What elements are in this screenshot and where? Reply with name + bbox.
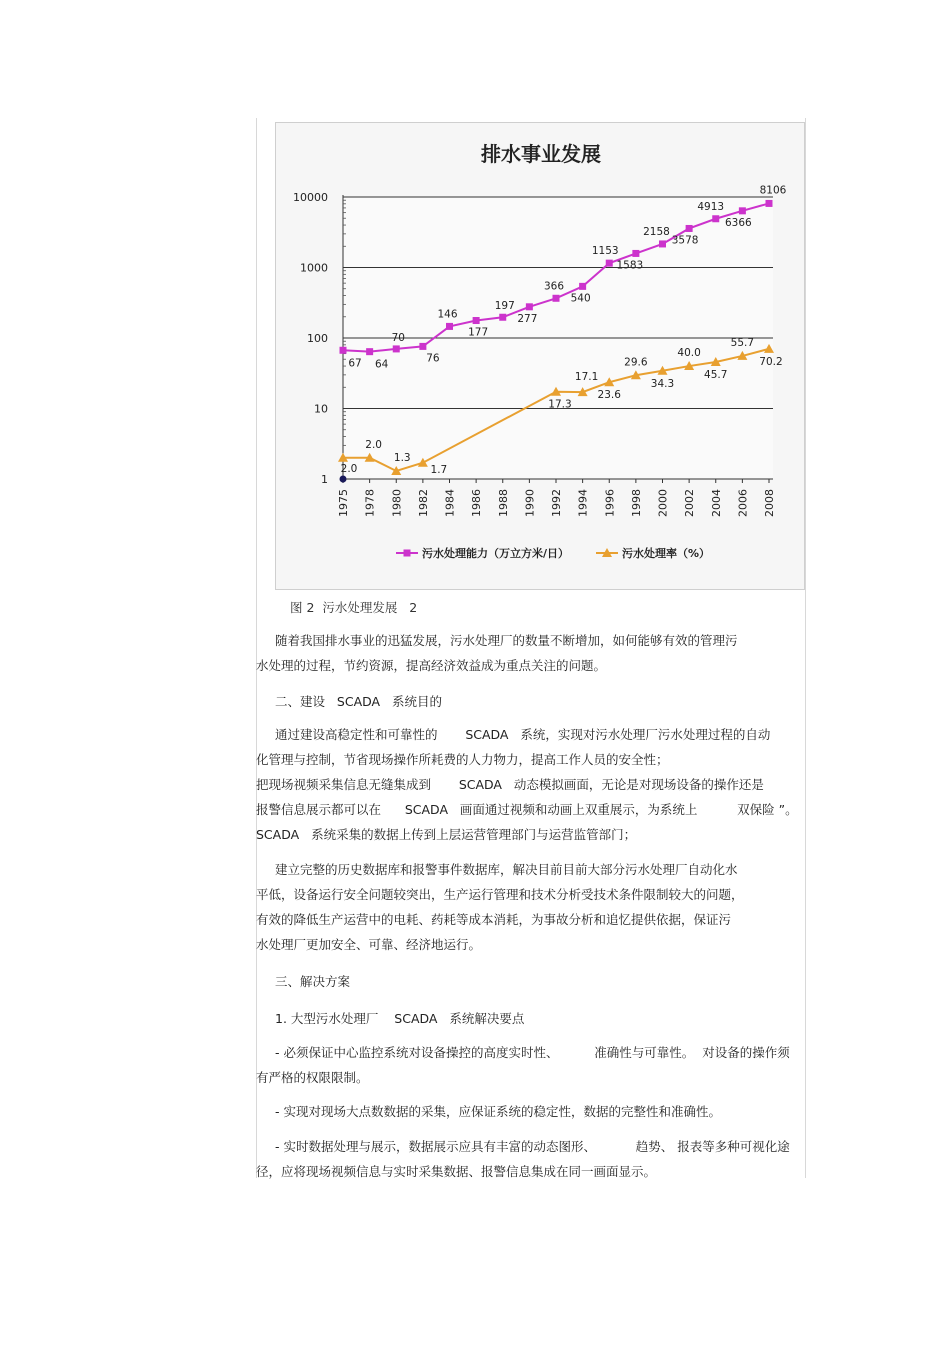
data-label: 366: [543, 280, 565, 293]
legend-marker: [404, 550, 411, 557]
data-label: 76: [426, 352, 440, 365]
data-label: 29.6: [624, 356, 648, 369]
data-label: 1.3: [393, 451, 411, 464]
y-tick-label: 1000: [300, 261, 328, 275]
text-line: 随着我国排水事业的迅猛发展，污水处理厂的数量不断增加，如何能够有效的管理污: [275, 633, 738, 648]
x-tick-label: 1994: [576, 489, 590, 517]
x-tick-label: 1996: [603, 489, 617, 517]
y-tick-label: 100: [307, 332, 328, 345]
text-line: 径，应将现场视频信息与实时采集数据、报警信息集成在同一画面显示。: [256, 1164, 657, 1179]
data-label: 2158: [643, 225, 670, 238]
data-label: 146: [437, 308, 458, 321]
paragraph-purpose: [256, 722, 804, 847]
x-tick-label: 1980: [390, 489, 404, 517]
bullet-data-collection: [256, 1099, 804, 1124]
text-line: 通过建设高稳定性和可靠性的 SCADA 系统，实现对污水处理厂污水处理过程的自动: [275, 727, 771, 742]
x-tick-label: 1990: [523, 489, 537, 517]
drainage-development-chart: [276, 123, 804, 589]
data-point-marker: [579, 283, 586, 290]
x-tick-label: 1986: [470, 489, 484, 517]
x-tick-label: 2008: [763, 489, 776, 517]
x-tick-label: 1982: [416, 489, 430, 517]
data-point-marker: [712, 215, 719, 222]
data-label: 70: [391, 331, 405, 344]
y-tick-label: 10: [314, 402, 328, 416]
data-label: 2.0: [340, 462, 358, 475]
data-label: 4913: [697, 200, 725, 213]
text-line: 有效的降低生产运营中的电耗、药耗等成本消耗，为事故分析和追忆提供依据，保证污: [256, 912, 732, 927]
data-label: 177: [468, 326, 489, 339]
text-line: 水处理的过程，节约资源，提高经济效益成为重点关注的问题。: [256, 658, 607, 673]
data-label: 1583: [616, 259, 644, 272]
origin-dot: [340, 476, 347, 483]
data-label: 277: [517, 312, 538, 325]
bullet-realtime-control: [256, 1040, 804, 1090]
x-tick-label: 1975: [337, 489, 350, 517]
x-tick-label: 1998: [629, 489, 643, 517]
data-point-marker: [340, 347, 347, 354]
data-point-marker: [419, 343, 426, 350]
data-point-marker: [632, 250, 639, 257]
data-point-marker: [606, 260, 613, 267]
section-heading-solution: 三、解决方案: [275, 974, 351, 989]
data-label: 540: [570, 292, 591, 305]
paragraph-database: [256, 857, 804, 957]
bullet-data-display: [256, 1134, 804, 1184]
data-point-marker: [473, 317, 480, 324]
data-point-marker: [739, 207, 746, 214]
text-line: - 实现对现场大点数数据的采集，应保证系统的稳定性，数据的完整性和准确性。: [275, 1104, 721, 1119]
data-label: 197: [494, 300, 515, 313]
data-point-marker: [553, 295, 560, 302]
figure-caption: 图 2 污水处理发展 2: [290, 600, 418, 615]
y-tick-label: 10000: [293, 191, 328, 204]
data-point-marker: [766, 200, 773, 207]
data-label: 55.7: [730, 336, 755, 349]
text-line: 水处理厂更加安全、可靠、经济地运行。: [256, 937, 482, 952]
x-tick-label: 2004: [709, 489, 723, 517]
x-tick-label: 2006: [736, 489, 750, 517]
data-label: 8106: [759, 184, 787, 197]
text-line: 平低，设备运行安全问题较突出，生产运行管理和技术分析受技术条件限制较大的问题，: [256, 887, 744, 902]
paragraph-intro: [256, 628, 804, 678]
data-point-marker: [446, 323, 453, 330]
text-line: 化管理与控制，节省现场操作所耗费的人力物力，提高工作人员的安全性；: [256, 752, 669, 767]
x-tick-label: 2002: [683, 489, 697, 517]
data-label: 2.0: [365, 438, 382, 451]
x-tick-label: 1978: [363, 489, 377, 517]
data-label: 6366: [725, 216, 752, 229]
data-label: 40.0: [677, 347, 701, 360]
right-page-rule: [805, 118, 806, 1178]
data-point-marker: [366, 348, 373, 355]
data-label: 67: [348, 357, 362, 370]
chart-title: 排水事业发展: [481, 142, 601, 166]
section-heading-purpose: 二、建设 SCADA 系统目的: [275, 694, 443, 709]
data-label: 17.1: [574, 371, 599, 384]
legend-label: 污水处理能力（万立方米/日）: [422, 547, 570, 560]
subsection-heading-key-points: 1. 大型污水处理厂 SCADA 系统解决要点: [275, 1011, 525, 1026]
data-label: 64: [374, 358, 389, 371]
data-point-marker: [499, 314, 506, 321]
y-tick-label: 1: [321, 473, 328, 486]
text-line: SCADA 系统采集的数据上传到上层运营管理部门与运营监管部门；: [256, 827, 637, 842]
text-line: - 必须保证中心监控系统对设备操控的高度实时性、 准确性与可靠性。 对设备的操作须: [275, 1045, 790, 1060]
data-point-marker: [686, 225, 693, 232]
data-label: 17.3: [548, 398, 572, 411]
legend-label: 污水处理率（%）: [622, 547, 711, 560]
data-label: 1.7: [430, 463, 448, 476]
data-label: 34.3: [650, 377, 675, 390]
data-label: 1153: [591, 245, 619, 258]
data-label: 3578: [671, 234, 699, 247]
x-tick-label: 1992: [550, 489, 563, 517]
text-line: 有严格的权限限制。: [256, 1070, 369, 1085]
text-line: 把现场视频采集信息无缝集成到 SCADA 动态模拟画面，无论是对现场设备的操作还是: [256, 777, 764, 792]
chart-figure: [275, 122, 805, 590]
data-label: 45.7: [704, 368, 728, 381]
x-tick-label: 1984: [443, 489, 457, 517]
text-line: 报警信息展示都可以在 SCADA 画面通过视频和动画上双重展示，为系统上 双保险 ”。: [256, 802, 798, 817]
data-point-marker: [526, 303, 533, 310]
text-line: 建立完整的历史数据库和报警事件数据库，解决目前目前大部分污水处理厂自动化水: [275, 862, 738, 877]
data-point-marker: [659, 240, 666, 247]
data-point-marker: [393, 345, 400, 352]
data-label: 23.6: [597, 389, 621, 402]
data-label: 70.2: [759, 355, 783, 368]
text-line: - 实时数据处理与展示，数据展示应具有丰富的动态图形、 趋势、 报表等多种可视化途: [275, 1139, 790, 1154]
x-tick-label: 2000: [656, 489, 670, 517]
x-tick-label: 1988: [496, 489, 510, 517]
